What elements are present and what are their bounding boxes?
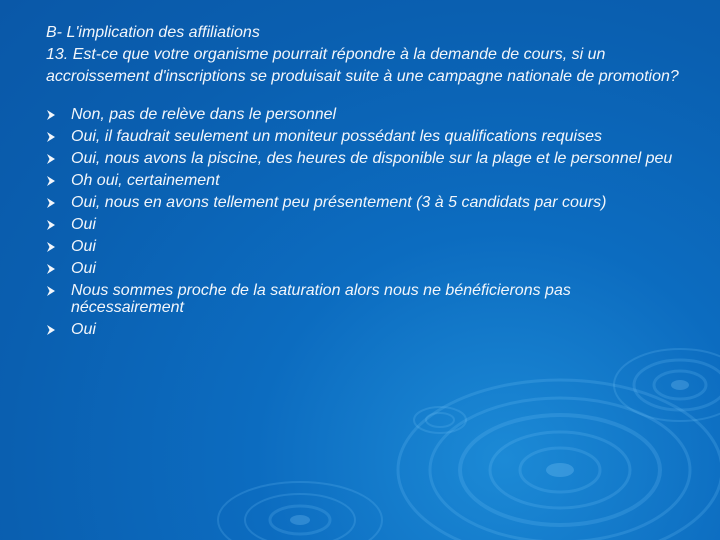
answer-text: Non, pas de relève dans le personnel bbox=[71, 106, 337, 123]
list-item bbox=[46, 150, 686, 167]
answer-text: Oui bbox=[71, 216, 96, 233]
answer-text: Oui, nous en avons tellement peu présentement (3 à 5 candidats par cours) bbox=[71, 194, 607, 211]
arrowhead-bullet-icon bbox=[46, 198, 56, 208]
answer-text: Oui bbox=[71, 238, 96, 255]
arrowhead-bullet-icon bbox=[46, 132, 56, 142]
list-item bbox=[46, 260, 686, 277]
list-item bbox=[46, 106, 686, 123]
arrowhead-bullet-icon bbox=[46, 242, 56, 252]
list-item bbox=[46, 238, 686, 255]
slide-heading: B- L'implication des affiliations bbox=[46, 24, 260, 41]
slide-content bbox=[46, 22, 686, 343]
answer-text: Oui bbox=[71, 321, 96, 338]
answer-text: Oui, nous avons la piscine, des heures de disponible sur la plage et le personnel peu bbox=[71, 150, 673, 167]
arrowhead-bullet-icon bbox=[46, 220, 56, 230]
list-item bbox=[46, 172, 686, 189]
list-item bbox=[46, 216, 686, 233]
list-item bbox=[46, 321, 686, 338]
list-item bbox=[46, 194, 686, 211]
arrowhead-bullet-icon bbox=[46, 325, 56, 335]
arrowhead-bullet-icon bbox=[46, 110, 56, 120]
answer-text: Nous sommes proche de la saturation alors nous ne bénéficierons pas nécessairement bbox=[71, 282, 571, 316]
answer-text: Oh oui, certainement bbox=[71, 172, 220, 189]
arrowhead-bullet-icon bbox=[46, 264, 56, 274]
survey-question: 13. Est-ce que votre organisme pourrait répondre à la demande de cours, si un accroissement d'inscriptions se produisait suite à une campagne nationale de promotion? bbox=[46, 46, 679, 85]
answers-list bbox=[46, 106, 686, 338]
arrowhead-bullet-icon bbox=[46, 154, 56, 164]
arrowhead-bullet-icon bbox=[46, 176, 56, 186]
arrowhead-bullet-icon bbox=[46, 286, 56, 296]
list-item bbox=[46, 128, 686, 145]
list-item bbox=[46, 282, 686, 316]
answer-text: Oui bbox=[71, 260, 96, 277]
answer-text: Oui, il faudrait seulement un moniteur possédant les qualifications requises bbox=[71, 128, 602, 145]
